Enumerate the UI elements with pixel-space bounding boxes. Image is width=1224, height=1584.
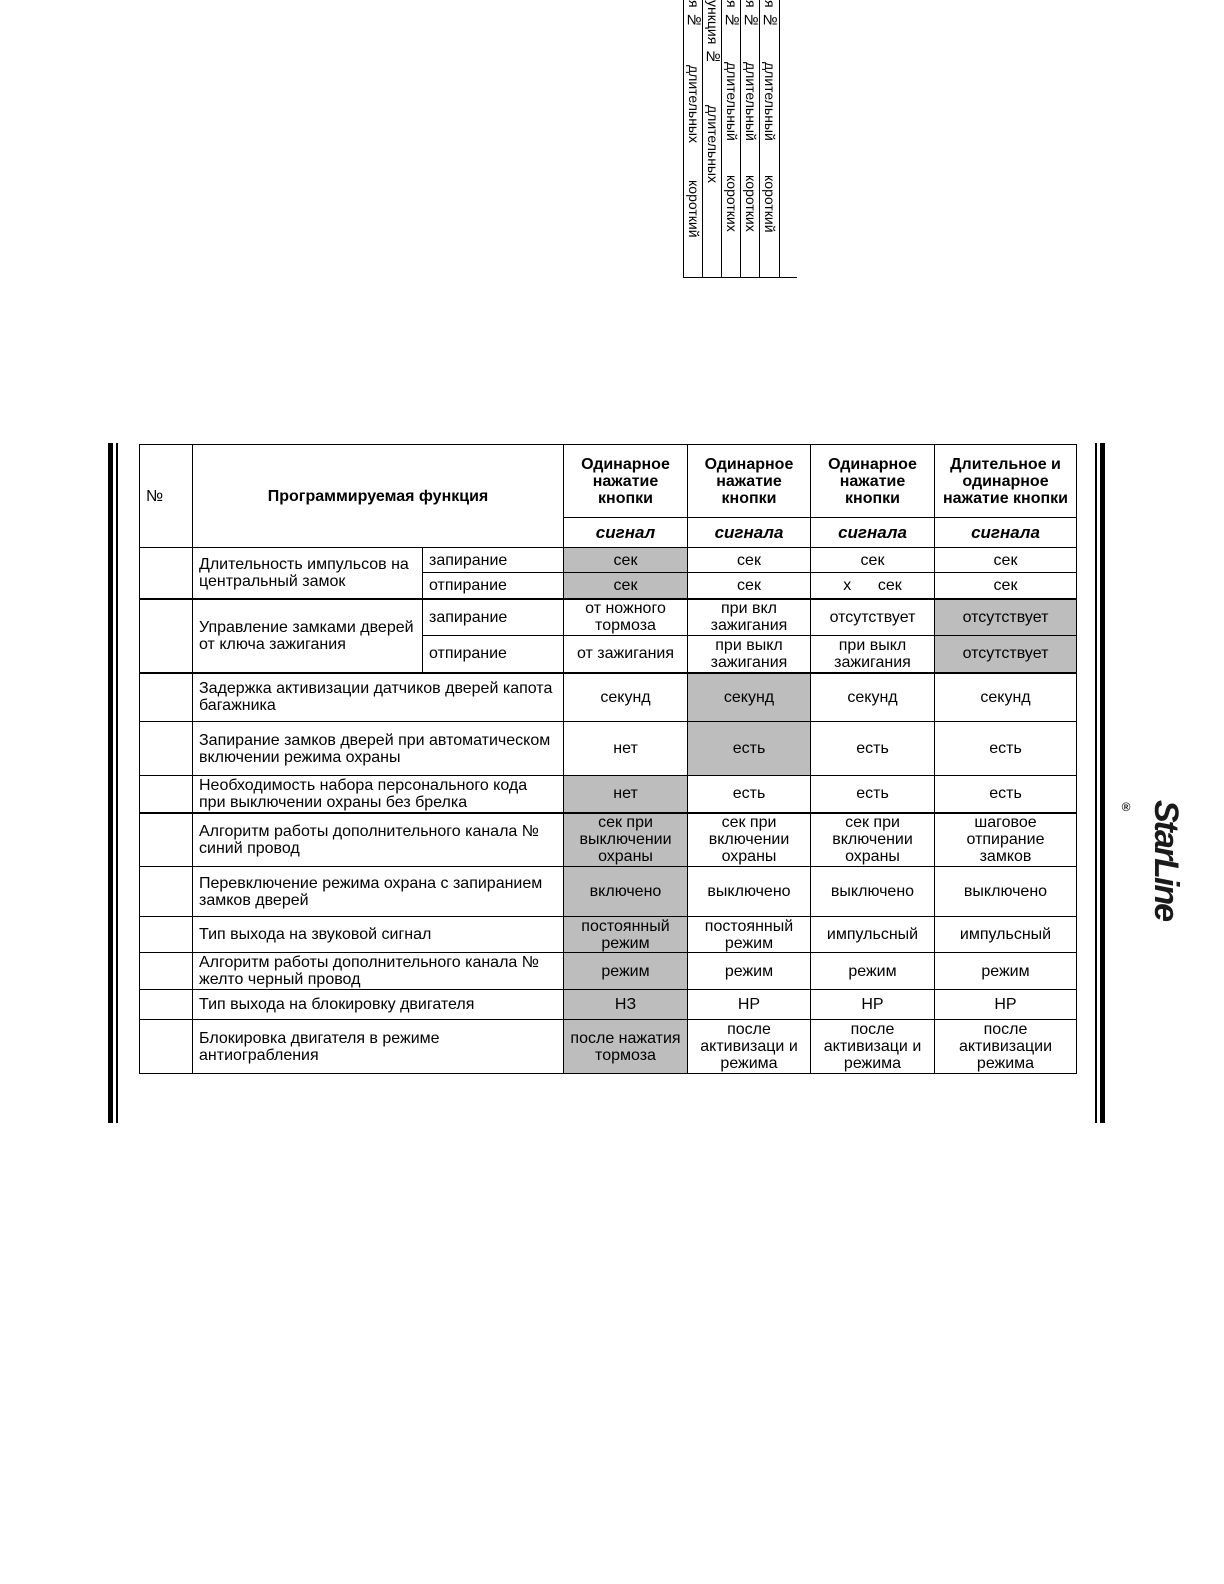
left-thin-bar	[116, 443, 118, 1123]
right-thick-bar	[1100, 443, 1105, 1123]
value-cell: НР	[688, 990, 811, 1020]
function-cell: Задержка активизации датчиков дверей капота багажника	[193, 673, 564, 722]
fragment-column	[702, 0, 722, 278]
function-cell: Перевключение режима охрана с запиранием замков дверей	[193, 867, 564, 917]
logo-text: StarLine	[1147, 800, 1185, 921]
value-cell: выключено	[811, 867, 935, 917]
value-cell: постоянный режим	[564, 917, 688, 953]
value-cell: НЗ	[564, 990, 688, 1020]
value-cell: сек	[688, 548, 811, 573]
sub-function-cell: отпирание	[423, 573, 564, 599]
table-row	[140, 548, 1077, 573]
fragment-text: я №	[762, 0, 778, 28]
value-cell: после активизаци и режима	[688, 1020, 811, 1074]
value-cell: есть	[935, 722, 1077, 776]
value-cell: после активизации режима	[935, 1020, 1077, 1074]
value-cell: отсутствует	[811, 599, 935, 636]
value-cell: секунд	[811, 673, 935, 722]
fragment-text: короткий	[686, 180, 702, 238]
table-row	[140, 813, 1077, 867]
value-cell: при вкл зажигания	[688, 599, 811, 636]
function-cell: Блокировка двигателя в режиме антиограбления	[193, 1020, 564, 1074]
value-cell: при выкл зажигания	[811, 636, 935, 673]
value-cell: режим	[688, 953, 811, 990]
sub-function-cell: запирание	[423, 548, 564, 573]
function-cell: Алгоритм работы дополнительного канала № желто черный провод	[193, 953, 564, 990]
value-cell: сек при включении охраны	[688, 813, 811, 867]
table-row	[140, 722, 1077, 776]
sub-function-cell: запирание	[423, 599, 564, 636]
table-row	[140, 917, 1077, 953]
value-cell: НР	[811, 990, 935, 1020]
function-cell: Запирание замков дверей при автоматическом включении режима охраны	[193, 722, 564, 776]
row-num-cell	[140, 990, 193, 1020]
right-thin-bar	[1095, 443, 1097, 1123]
value-cell: включено	[564, 867, 688, 917]
value-cell: х сек	[811, 573, 935, 599]
row-num-cell	[140, 599, 193, 673]
value-cell: после нажатия тормоза	[564, 1020, 688, 1074]
table-row	[140, 990, 1077, 1020]
value-cell: сек при включении охраны	[811, 813, 935, 867]
value-cell: отсутствует	[935, 599, 1077, 636]
value-cell: сек	[688, 573, 811, 599]
fragment-text: короткий	[762, 175, 778, 233]
row-num-cell	[140, 917, 193, 953]
col-header-4: Длительное и одинарное нажатие кнопки	[935, 445, 1077, 518]
value-cell: сек при выключении охраны	[564, 813, 688, 867]
value-cell: есть	[688, 776, 811, 813]
value-cell: постоянный режим	[688, 917, 811, 953]
rotated-table-fragment	[683, 0, 797, 278]
value-cell: импульсный	[811, 917, 935, 953]
table-row	[140, 953, 1077, 990]
value-cell: импульсный	[935, 917, 1077, 953]
function-cell: Тип выхода на звуковой сигнал	[193, 917, 564, 953]
col-header-1: Одинарное нажатие кнопки	[564, 445, 688, 518]
fragment-text: ункция №	[705, 0, 721, 65]
value-cell: после активизаци и режима	[811, 1020, 935, 1074]
row-num-cell	[140, 548, 193, 599]
value-cell: секунд	[688, 673, 811, 722]
signal-cell: сигнала	[688, 518, 811, 548]
value-cell: сек	[935, 573, 1077, 599]
value-cell: выключено	[935, 867, 1077, 917]
header-row	[140, 445, 1077, 518]
value-cell: сек	[564, 573, 688, 599]
fragment-text: длительных	[705, 105, 721, 183]
function-cell: Длительность импульсов на центральный замок	[193, 548, 423, 599]
value-cell: отсутствует	[935, 636, 1077, 673]
col-num-header: №	[140, 445, 193, 548]
col-function-header: Программируемая функция	[193, 445, 564, 548]
signal-cell: сигнала	[811, 518, 935, 548]
fragment-text: коротких	[724, 175, 740, 232]
fragment-text: я №	[686, 0, 702, 28]
value-cell: от зажигания	[564, 636, 688, 673]
value-cell: выключено	[688, 867, 811, 917]
row-num-cell	[140, 1020, 193, 1074]
col-header-2: Одинарное нажатие кнопки	[688, 445, 811, 518]
fragment-column	[759, 0, 780, 278]
value-cell: секунд	[564, 673, 688, 722]
value-cell: от ножного тормоза	[564, 599, 688, 636]
row-num-cell	[140, 953, 193, 990]
value-cell: НР	[935, 990, 1077, 1020]
value-cell: сек	[564, 548, 688, 573]
value-cell: нет	[564, 776, 688, 813]
value-cell: режим	[564, 953, 688, 990]
row-num-cell	[140, 776, 193, 813]
table-row	[140, 673, 1077, 722]
value-cell: есть	[811, 776, 935, 813]
value-cell: нет	[564, 722, 688, 776]
fragment-column	[683, 0, 703, 278]
row-num-cell	[140, 867, 193, 917]
left-thick-bar	[108, 443, 113, 1123]
fragment-bottom-line	[683, 277, 797, 278]
fragment-text: длительный	[762, 62, 778, 141]
fragment-text: длительный	[743, 62, 759, 141]
col-header-3: Одинарное нажатие кнопки	[811, 445, 935, 518]
value-cell: шаговое отпирание замков	[935, 813, 1077, 867]
table-row	[140, 776, 1077, 813]
value-cell: есть	[935, 776, 1077, 813]
signal-cell: сигнал	[564, 518, 688, 548]
function-cell: Управление замками дверей от ключа зажигания	[193, 599, 423, 673]
row-num-cell	[140, 813, 193, 867]
fragment-text: я №	[743, 0, 759, 28]
sub-function-cell: отпирание	[423, 636, 564, 673]
value-cell: сек	[935, 548, 1077, 573]
value-cell: есть	[688, 722, 811, 776]
fragment-text: я №	[724, 0, 740, 28]
value-cell: есть	[811, 722, 935, 776]
function-cell: Тип выхода на блокировку двигателя	[193, 990, 564, 1020]
row-num-cell	[140, 722, 193, 776]
programming-table	[139, 444, 1077, 1074]
fragment-text: длительных	[686, 65, 702, 143]
function-cell: Алгоритм работы дополнительного канала № синий провод	[193, 813, 564, 867]
value-cell: сек	[811, 548, 935, 573]
row-num-cell	[140, 673, 193, 722]
logo-registered-mark: ®	[1119, 800, 1133, 814]
table-row	[140, 1020, 1077, 1074]
function-cell: Необходимость набора персонального кода при выключении охраны без брелка	[193, 776, 564, 813]
value-cell: режим	[811, 953, 935, 990]
starline-logo	[1106, 800, 1185, 925]
value-cell: секунд	[935, 673, 1077, 722]
fragment-column	[721, 0, 741, 278]
fragment-text: коротких	[743, 175, 759, 232]
table-row	[140, 599, 1077, 636]
signal-cell: сигнала	[935, 518, 1077, 548]
value-cell: при выкл зажигания	[688, 636, 811, 673]
table-row	[140, 867, 1077, 917]
value-cell: режим	[935, 953, 1077, 990]
fragment-text: длительный	[724, 62, 740, 141]
fragment-column	[740, 0, 760, 278]
